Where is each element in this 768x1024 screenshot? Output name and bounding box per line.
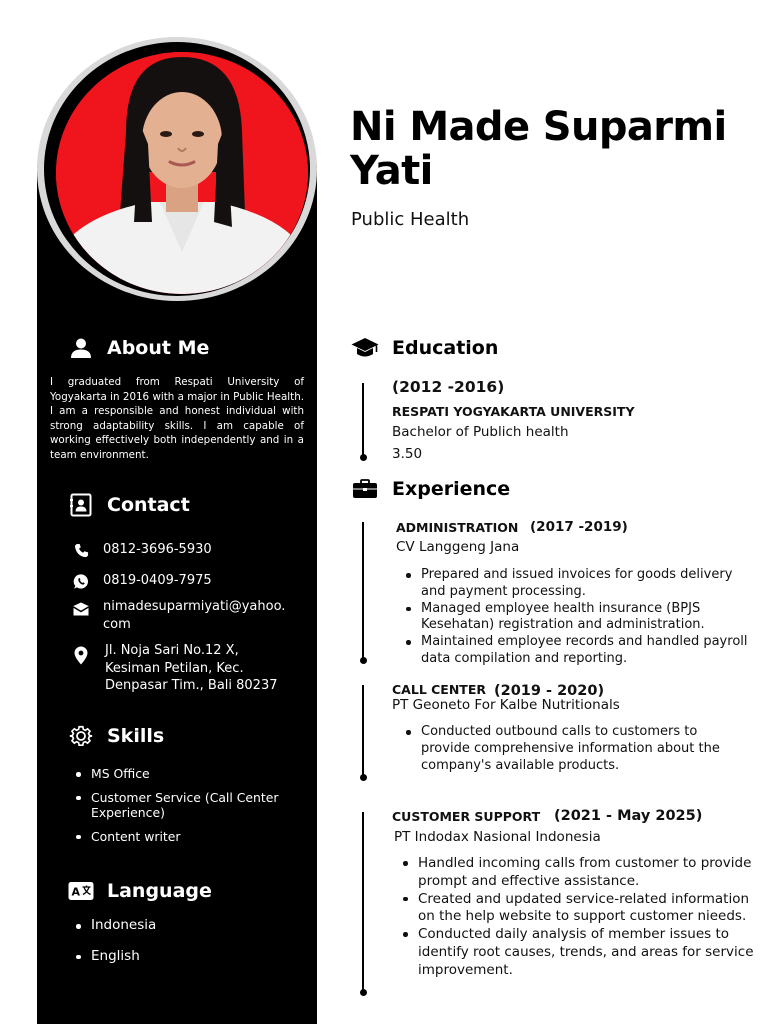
translate-icon bbox=[68, 878, 94, 904]
list-item: Maintained employee records and handled payroll data compilation and reporting. bbox=[404, 634, 758, 668]
graduation-cap-icon bbox=[350, 335, 380, 361]
timeline-line bbox=[362, 383, 364, 458]
education-heading-row bbox=[350, 335, 499, 361]
timeline-dot bbox=[360, 657, 367, 664]
job-role: ADMINISTRATION bbox=[396, 520, 519, 535]
svg-text:A: A bbox=[71, 885, 81, 899]
about-text: I graduated from Respati University of Yogyakarta in 2016 with a major in Public Health. I am a responsible and honest individual with strong adaptability skills. I am capable of working effectively both independently and in a team environment. bbox=[50, 376, 304, 461]
skills-list bbox=[76, 766, 306, 844]
about-heading: About Me bbox=[107, 337, 210, 359]
timeline-line bbox=[362, 522, 364, 660]
email-icon bbox=[72, 600, 90, 618]
education-gpa: 3.50 bbox=[392, 446, 423, 462]
language-list bbox=[76, 918, 156, 964]
phone-number[interactable]: 0812-3696-5930 bbox=[103, 542, 212, 557]
location-pin-icon bbox=[72, 646, 90, 664]
timeline-line bbox=[362, 685, 364, 777]
education-school: RESPATI YOGYAKARTA UNIVERSITY bbox=[392, 404, 635, 419]
gear-icon bbox=[68, 723, 94, 749]
experience-heading-row bbox=[350, 476, 511, 502]
whatsapp-icon bbox=[72, 572, 90, 590]
contact-phone bbox=[72, 541, 212, 559]
skills-heading: Skills bbox=[107, 725, 165, 747]
contact-whatsapp bbox=[72, 572, 212, 590]
job-company: CV Langgeng Jana bbox=[396, 539, 520, 555]
job-role: CALL CENTER bbox=[392, 682, 486, 697]
about-heading-row bbox=[68, 335, 210, 361]
job-years: (2021 - May 2025) bbox=[554, 808, 703, 824]
job-bullets bbox=[404, 724, 734, 774]
experience-heading: Experience bbox=[392, 478, 511, 500]
job-bullets bbox=[404, 567, 758, 668]
phone-icon bbox=[72, 541, 90, 559]
education-heading: Education bbox=[392, 337, 499, 359]
list-item: Conducted outbound calls to customers to provide comprehensive information about the company's available products. bbox=[404, 724, 734, 774]
job-company: PT Geoneto For Kalbe Nutritionals bbox=[392, 697, 620, 713]
contact-heading: Contact bbox=[107, 494, 190, 516]
profile-photo bbox=[56, 52, 308, 294]
timeline-dot bbox=[360, 989, 367, 996]
job-role: CUSTOMER SUPPORT bbox=[392, 809, 541, 824]
job-years: (2017 -2019) bbox=[530, 519, 628, 535]
job-company: PT Indodax Nasional Indonesia bbox=[394, 829, 601, 845]
list-item: Handled incoming calls from customer to provide prompt and effective assistance. bbox=[401, 855, 761, 891]
timeline-dot bbox=[360, 454, 367, 461]
job-years: (2019 - 2020) bbox=[494, 683, 605, 699]
education-degree: Bachelor of Publich health bbox=[392, 424, 569, 440]
list-item: Prepared and issued invoices for goods delivery and payment processing. bbox=[404, 567, 758, 601]
list-item: Indonesia bbox=[76, 918, 156, 934]
list-item: Created and updated service-related information on the help website to support customer nieeds. bbox=[401, 891, 761, 927]
list-item: Conducted daily analysis of member issues to identify root causes, trends, and areas for service improvement. bbox=[401, 926, 761, 979]
list-item: Customer Service (Call Center Experience) bbox=[76, 790, 306, 821]
list-item: Managed employee health insurance (BPJS Kesehatan) registration and administration. bbox=[404, 601, 758, 635]
email-address[interactable]: nimadesuparmiyati@yahoo. com bbox=[103, 599, 286, 632]
whatsapp-number[interactable]: 0819-0409-7975 bbox=[103, 573, 212, 588]
language-heading-row bbox=[68, 878, 212, 904]
list-item: MS Office bbox=[76, 766, 306, 782]
contact-card-icon bbox=[68, 492, 94, 518]
skills-heading-row bbox=[68, 723, 165, 749]
contact-address bbox=[72, 642, 278, 693]
briefcase-icon bbox=[350, 476, 380, 502]
contact-heading-row bbox=[68, 492, 190, 518]
list-item: Content writer bbox=[76, 829, 306, 845]
language-heading: Language bbox=[107, 880, 212, 902]
contact-email bbox=[72, 598, 286, 632]
user-icon bbox=[68, 335, 94, 361]
address-text: Jl. Noja Sari No.12 X, Kesiman Petilan, Kec. Denpasar Tim., Bali 80237 bbox=[105, 643, 278, 693]
candidate-name: Ni Made Suparmi Yati bbox=[350, 104, 727, 194]
education-years: (2012 -2016) bbox=[392, 378, 505, 396]
list-item: English bbox=[76, 949, 156, 965]
timeline-line bbox=[362, 812, 364, 992]
timeline-dot bbox=[360, 774, 367, 781]
candidate-title: Public Health bbox=[351, 209, 470, 230]
job-bullets bbox=[401, 855, 761, 980]
